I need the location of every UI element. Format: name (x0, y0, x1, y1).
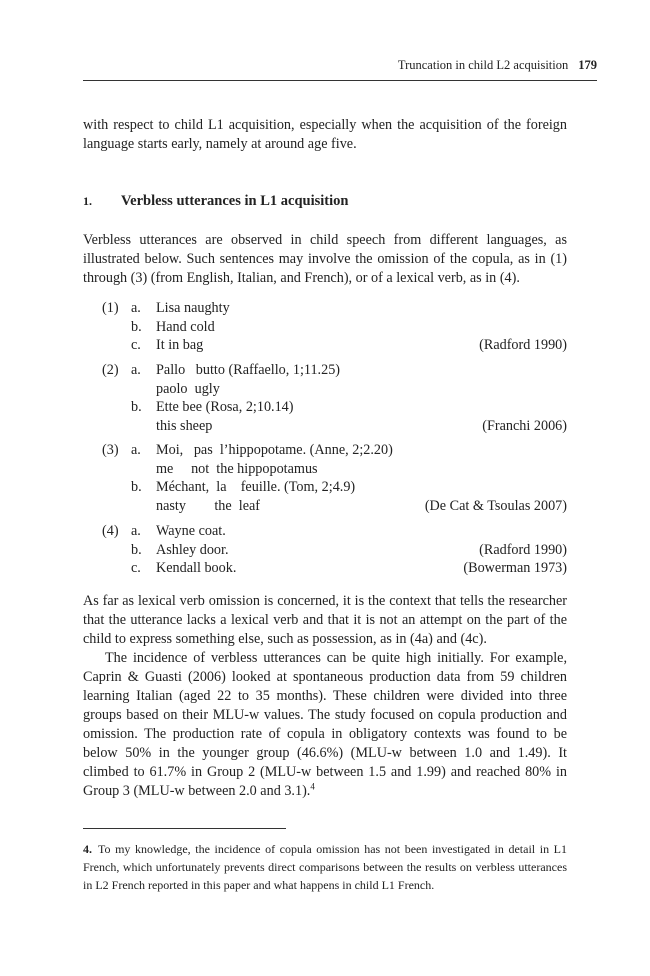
example-letter: b. (131, 399, 142, 415)
example-citation: (Radford 1990) (479, 337, 567, 353)
section-heading (83, 192, 567, 211)
section-number: 1. (83, 194, 92, 208)
example-2 (83, 361, 567, 435)
example-text: Hand cold (156, 318, 215, 335)
example-letter: c. (131, 337, 141, 353)
running-title: Truncation in child L2 acquisition (397, 58, 569, 72)
example-row (83, 417, 567, 436)
paragraph-incidence (83, 649, 567, 801)
section-title: Verbless utterances in L1 acquisition (121, 193, 349, 209)
example-row (83, 541, 567, 560)
paragraph-continuation: with respect to child L1 acquisition, especially when the acquisition of the foreign language starts early, namely at around age five. (83, 117, 567, 152)
footnote-text: To my knowledge, the incidence of copula omission has not been investigated in detail in L1 French, which unfortunately prevents direct comparisons between the results on verbless utterances in L2 French reported in this paper and what happens in child L1 French. (83, 842, 567, 892)
example-text: Ette bee (Rosa, 2;10.14) (156, 399, 294, 415)
example-letter: a. (131, 442, 141, 458)
example-row (83, 497, 567, 516)
example-letter: a. (131, 362, 141, 378)
example-letter: a. (131, 523, 141, 539)
example-letter: b. (131, 479, 142, 495)
example-letter: c. (131, 560, 141, 576)
example-text: Wayne coat. (156, 523, 226, 539)
paragraph-intro-examples: Verbless utterances are observed in child speech from different languages, as illustrated below. Such sentences may involve the omission of the copula, as in (1) through (3) (from English, Italian, and French), or of a lexical verb, as in (4). (83, 232, 567, 286)
example-gloss: me not the hippopotamus (156, 460, 318, 477)
example-text: Moi, pas l’hippopotame. (Anne, 2;2.20) (156, 442, 393, 458)
example-citation: (Radford 1990) (479, 541, 567, 558)
example-citation: (Bowerman 1973) (463, 560, 567, 576)
example-row (83, 299, 567, 318)
page-number: 179 (578, 58, 597, 72)
example-row (83, 380, 567, 399)
example-number: (1) (102, 300, 119, 316)
example-row (83, 361, 567, 380)
example-letter: a. (131, 300, 141, 316)
example-text: Lisa naughty (156, 300, 230, 316)
example-gloss: nasty the leaf (156, 497, 261, 514)
example-row (83, 398, 567, 417)
example-number: (2) (102, 362, 119, 378)
example-text: Kendall book. (156, 560, 237, 576)
example-citation: (Franchi 2006) (482, 417, 567, 434)
paragraph-incidence-text: The incidence of verbless utterances can be quite high initially. For example, Caprin & Guasti (2006) looked at spontaneous production data from 59 children learning Italian (aged 22 to 35 months). These children were divided into three groups based on their MLU-w values. The study focused on copula production and omission. The production rate of copula in obligatory contexts was found to be below 50% in the younger group (46.6%) (MLU-w between 1.0 and 1.49). It climbed to 61.7% in Group 2 (MLU-w between 1.5 and 1.99) and reached 80% in Group 3 (MLU-w between 2.0 and 3.1). (83, 650, 567, 799)
example-letter: b. (131, 541, 142, 558)
example-4 (83, 522, 567, 578)
example-row (83, 460, 567, 479)
example-1 (83, 299, 567, 355)
example-3 (83, 441, 567, 515)
example-number: (3) (102, 442, 119, 458)
footnote (83, 840, 567, 894)
example-row (83, 336, 567, 355)
example-text: Méchant, la feuille. (Tom, 2;4.9) (156, 479, 356, 495)
footnote-number: 4. (83, 842, 92, 856)
running-header (83, 58, 597, 81)
example-row (83, 318, 567, 337)
example-citation: (De Cat & Tsoulas 2007) (424, 497, 567, 514)
example-row (83, 441, 567, 460)
example-text: Pallo butto (Raffaello, 1;11.25) (156, 362, 341, 378)
footnote-reference: 4 (310, 781, 315, 792)
example-gloss: this sheep (156, 417, 213, 434)
example-letter: b. (131, 318, 142, 335)
example-text: It in bag (156, 337, 204, 353)
example-row (83, 559, 567, 578)
example-row (83, 522, 567, 541)
example-row (83, 478, 567, 497)
paragraph-lexical-verb: As far as lexical verb omission is concerned, it is the context that tells the researcher that the utterance lacks a lexical verb and that it is not an attempt on the part of the child to express something else, such as possession, as in (4a) and (4c). (83, 593, 567, 647)
footnote-divider (83, 828, 286, 829)
example-gloss: paolo ugly (156, 380, 220, 397)
example-number: (4) (102, 523, 119, 539)
example-text: Ashley door. (156, 541, 229, 558)
